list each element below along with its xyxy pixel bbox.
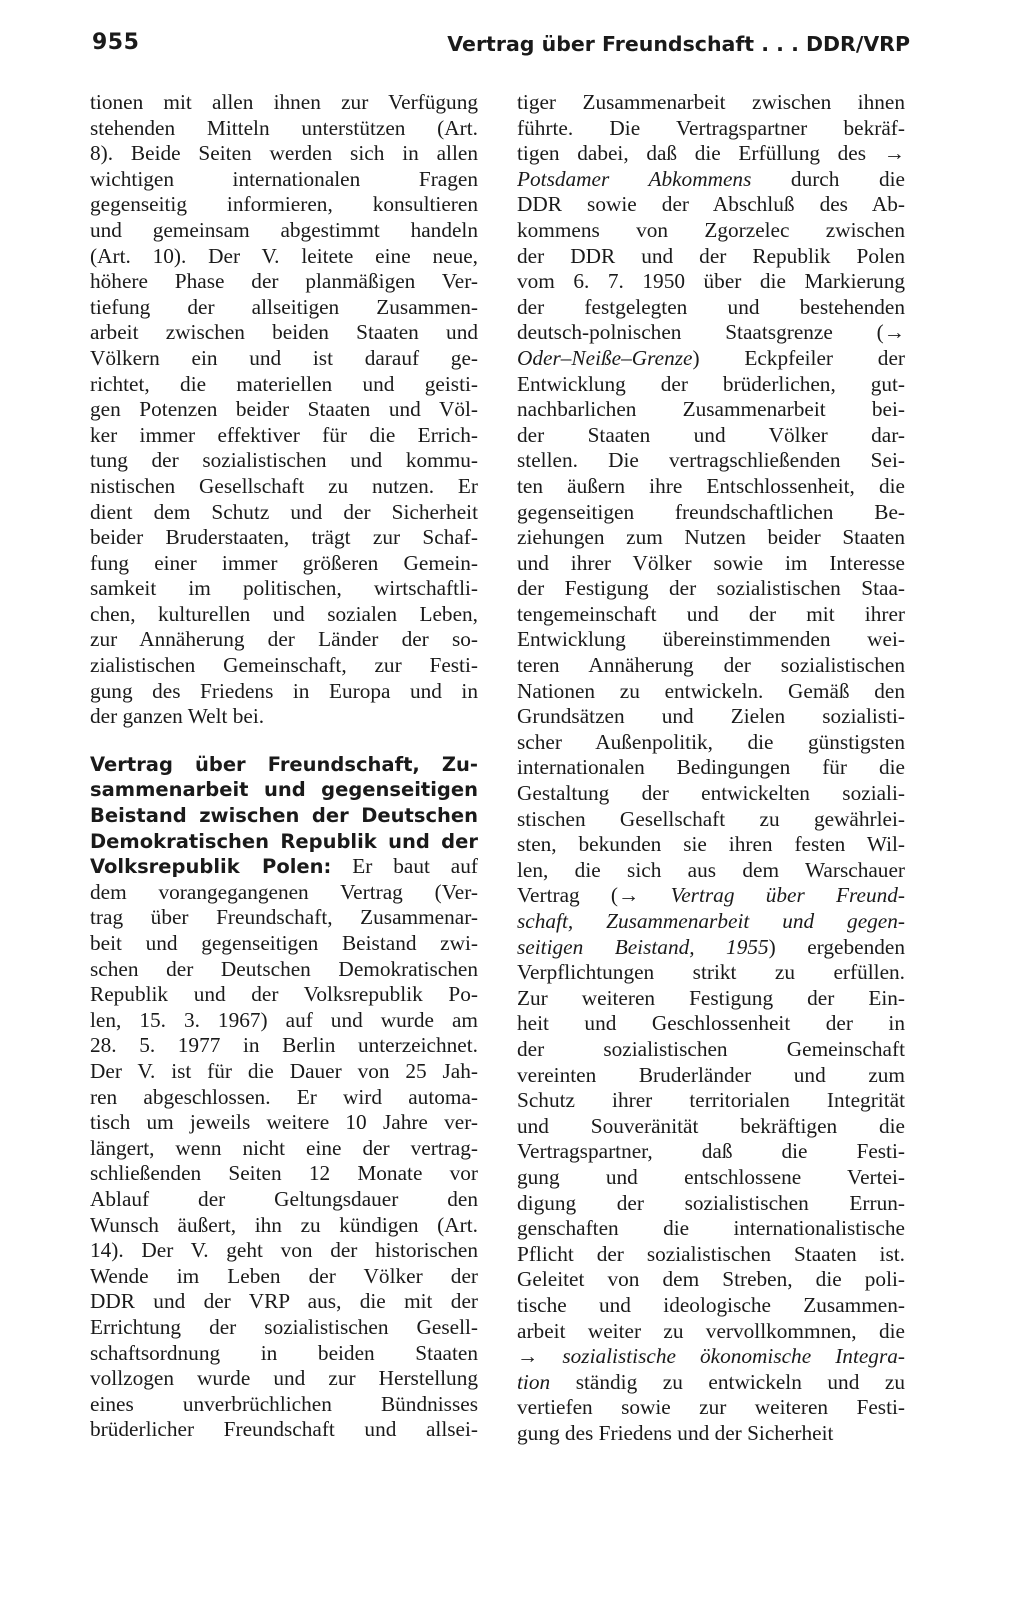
entry-heading [90, 752, 478, 854]
text-line: arbeit weiter zu vervollkommnen, die [517, 1318, 905, 1343]
text-line: richtet, die materiellen und geisti- [90, 371, 478, 396]
cross-reference-link[interactable]: seitigen Beistand, 1955 [517, 934, 769, 959]
text-span: Vertrag ( [517, 883, 619, 908]
text-line: der DDR und der Republik Polen [517, 243, 905, 268]
text-line: genschaften die internationalistische [517, 1216, 905, 1241]
text-line: Nationen zu entwickeln. Gemäß den [517, 678, 905, 703]
text-line: zur Annäherung der Länder der so- [90, 627, 478, 652]
text-line: samkeit im politischen, wirtschaftli- [90, 576, 478, 601]
cross-reference-link[interactable]: schaft, Zusammenarbeit und gegen- [517, 909, 905, 933]
text-line: der festgelegten und bestehenden [517, 294, 905, 319]
text-line: trag über Freundschaft, Zusammenar- [90, 905, 478, 930]
text-line [90, 854, 478, 880]
text-line: 14). Der V. geht von der historischen [90, 1238, 478, 1263]
text-line: stellen. Die vertragschließenden Sei- [517, 448, 905, 473]
text-line: chen, kulturellen und sozialen Leben, [90, 601, 478, 626]
text-line: 28. 5. 1977 in Berlin unterzeichnet. [90, 1033, 478, 1058]
text-line: brüderlicher Freundschaft und allsei- [90, 1417, 478, 1442]
text-line: gegenseitig informieren, konsultieren [90, 192, 478, 217]
text-line [517, 935, 905, 961]
text-line [517, 883, 905, 909]
text-line: sten, bekunden sie ihren festen Wil- [517, 832, 905, 857]
text-line: Pflicht der sozialistischen Staaten ist. [517, 1241, 905, 1266]
left-column [90, 90, 478, 1443]
text-line: Beistand zwischen der Deutschen [90, 804, 478, 828]
text-line: Ablauf der Geltungsdauer den [90, 1186, 478, 1211]
text-span: deutsch-polnischen Staatsgrenze ( [517, 320, 884, 345]
text-line: Vertrag über Freundschaft, Zu- [90, 752, 478, 776]
cross-reference-arrow: → [883, 320, 905, 345]
text-line: wichtigen internationalen Fragen [90, 166, 478, 191]
text-line: Wunsch äußert, ihn zu kündigen (Art. [90, 1212, 478, 1237]
text-line: ziehungen zum Nutzen beider Staaten [517, 525, 905, 550]
text-line: und ihrer Völker sowie im Interesse [517, 550, 905, 575]
text-line [517, 141, 905, 167]
text-line: schen der Deutschen Demokratischen [90, 956, 478, 981]
text-line: längert, wenn nicht eine der vertrag- [90, 1135, 478, 1160]
text-line: vereinten Bruderländer und zum [517, 1062, 905, 1087]
text-line: tiger Zusammenarbeit zwischen ihnen [517, 90, 905, 114]
text-span: ständig zu entwickeln und zu [575, 1369, 905, 1394]
text-line: beider Bruderstaaten, trägt zur Schaf- [90, 525, 478, 550]
text-line [517, 1344, 905, 1370]
text-line: DDR und der VRP aus, die mit der [90, 1289, 478, 1314]
cross-reference-arrow: → [517, 1344, 539, 1369]
text-line: nachbarlichen Zusammenarbeit bei- [517, 397, 905, 422]
text-line: Errichtung der sozialistischen Gesell- [90, 1314, 478, 1339]
text-span: ) Eckpfeiler der [692, 345, 905, 370]
text-line: Der V. ist für die Dauer von 25 Jah- [90, 1058, 478, 1083]
cross-reference-link[interactable]: sozialistische ökonomische Integra- [562, 1344, 905, 1369]
text-line: DDR sowie der Abschluß des Ab- [517, 192, 905, 217]
text-line: Gestaltung der entwickelten soziali- [517, 781, 905, 806]
text-span: ) ergebenden [768, 934, 905, 959]
text-line: ren abgeschlossen. Er wird automa- [90, 1084, 478, 1109]
text-line: (Art. 10). Der V. leitete eine neue, [90, 243, 478, 268]
text-line: scher Außenpolitik, die günstigsten [517, 729, 905, 754]
cross-reference-link[interactable]: Vertrag über Freund- [670, 883, 905, 908]
text-line: tengemeinschaft und der mit ihrer [517, 601, 905, 626]
text-line: Grundsätzen und Zielen sozialisti- [517, 704, 905, 729]
text-line: nistischen Gesellschaft zu nutzen. Er [90, 473, 478, 498]
text-line: tische und ideologische Zusammen- [517, 1292, 905, 1317]
text-line [517, 320, 905, 346]
text-line: heit und Geschlossenheit der in [517, 1011, 905, 1036]
text-line: digung der sozialistischen Errun- [517, 1190, 905, 1215]
text-line: stischen Gesellschaft zu gewährlei- [517, 806, 905, 831]
text-line: vom 6. 7. 1950 über die Markierung [517, 269, 905, 294]
text-line: ten äußern ihre Entschlossenheit, die [517, 473, 905, 498]
text-line: tisch um jeweils weitere 10 Jahre ver- [90, 1110, 478, 1135]
cross-reference-arrow: → [883, 141, 905, 166]
text-line [517, 909, 905, 935]
text-span: tigen dabei, daß die Erfüllung des [517, 141, 867, 166]
text-line: Verpflichtungen strikt zu erfüllen. [517, 960, 905, 985]
text-line: der ganzen Welt bei. [90, 704, 265, 729]
text-line: Entwicklung der brüderlichen, gut- [517, 371, 905, 396]
text-line: gen Potenzen beider Staaten und Völ- [90, 397, 478, 422]
text-line: dem vorangegangenen Vertrag (Ver- [90, 879, 478, 904]
text-line: Zur weiteren Festigung der Ein- [517, 985, 905, 1010]
right-column [517, 90, 905, 1446]
text-line: ker immer effektiver für die Errich- [90, 422, 478, 447]
text-line: tiefung der allseitigen Zusammen- [90, 294, 478, 319]
text-line: 8). Beide Seiten werden sich in allen [90, 141, 478, 166]
text-line: gung des Friedens und der Sicherheit [517, 1420, 834, 1445]
text-line: Völkern ein und ist darauf ge- [90, 345, 478, 370]
text-line: Wende im Leben der Völker der [90, 1263, 478, 1288]
text-line: zialistischen Gemeinschaft, zur Festi- [90, 653, 478, 678]
text-line: gung und entschlossene Vertei- [517, 1164, 905, 1189]
text-line: dient dem Schutz und der Sicherheit [90, 499, 478, 524]
entry-heading-tail: Er baut auf [352, 854, 478, 879]
text-line: internationalen Bedingungen für die [517, 755, 905, 780]
cross-reference-link[interactable]: tion [517, 1369, 551, 1394]
text-line: schaftsordnung in beiden Staaten [90, 1340, 478, 1365]
text-line [517, 1370, 905, 1396]
continued-paragraph [90, 90, 478, 730]
text-line: Republik und der Volksrepublik Po- [90, 982, 478, 1007]
text-line: eines unverbrüchlichen Bündnisses [90, 1391, 478, 1416]
page-number: 955 [92, 30, 140, 55]
text-line [517, 346, 905, 372]
entry-heading-end: Volksrepublik Polen: [90, 855, 332, 879]
entry-gap [90, 730, 478, 752]
text-line: und gemeinsam abgestimmt handeln [90, 217, 478, 242]
text-line: tionen mit allen ihnen zur Verfügung [90, 90, 478, 114]
text-line: gegenseitigen freundschaftlichen Be- [517, 499, 905, 524]
text-line: fung einer immer größeren Gemein- [90, 550, 478, 575]
cross-reference-arrow: → [618, 883, 640, 908]
text-line: Geleitet von dem Streben, die poli- [517, 1267, 905, 1292]
text-line: gung des Friedens in Europa und in [90, 678, 478, 703]
text-line: teren Annäherung der sozialistischen [517, 653, 905, 678]
text-line: der Festigung der sozialistischen Staa- [517, 576, 905, 601]
text-line [517, 167, 905, 193]
text-line: der Staaten und Völker dar- [517, 422, 905, 447]
text-span: durch die [790, 166, 905, 191]
text-line: vollzogen wurde und zur Herstellung [90, 1366, 478, 1391]
text-line: Vertragspartner, daß die Festi- [517, 1139, 905, 1164]
text-line: führte. Die Vertragspartner bekräf- [517, 115, 905, 140]
text-line: arbeit zwischen beiden Staaten und [90, 320, 478, 345]
text-line: schließenden Seiten 12 Monate vor [90, 1161, 478, 1186]
text-line: der sozialistischen Gemeinschaft [517, 1036, 905, 1061]
page-header [92, 30, 910, 70]
cross-reference-link[interactable]: Potsdamer Abkommens [517, 166, 752, 191]
cross-reference-link[interactable]: Oder–Neiße–Grenze [517, 345, 693, 370]
text-line: höhere Phase der planmäßigen Ver- [90, 269, 478, 294]
text-line: len, 15. 3. 1967) auf und wurde am [90, 1007, 478, 1032]
text-line: tung der sozialistischen und kommu- [90, 448, 478, 473]
text-line: Schutz ihrer territorialen Integrität [517, 1088, 905, 1113]
running-head: Vertrag über Freundschaft . . . DDR/VRP [447, 32, 910, 56]
entry-body [90, 880, 478, 1443]
text-line: stehenden Mitteln unterstützen (Art. [90, 115, 478, 140]
text-line: len, die sich aus dem Warschauer [517, 857, 905, 882]
text-line: kommens von Zgorzelec zwischen [517, 217, 905, 242]
text-line: vertiefen sowie zur weiteren Festi- [517, 1395, 905, 1420]
text-line: Entwicklung übereinstimmenden wei- [517, 627, 905, 652]
text-line: beit und gegenseitigen Beistand zwi- [90, 931, 478, 955]
text-line: sammenarbeit und gegenseitigen [90, 778, 478, 802]
text-line: und Souveränität bekräftigen die [517, 1113, 905, 1138]
text-line: Demokratischen Republik und der [90, 829, 478, 853]
